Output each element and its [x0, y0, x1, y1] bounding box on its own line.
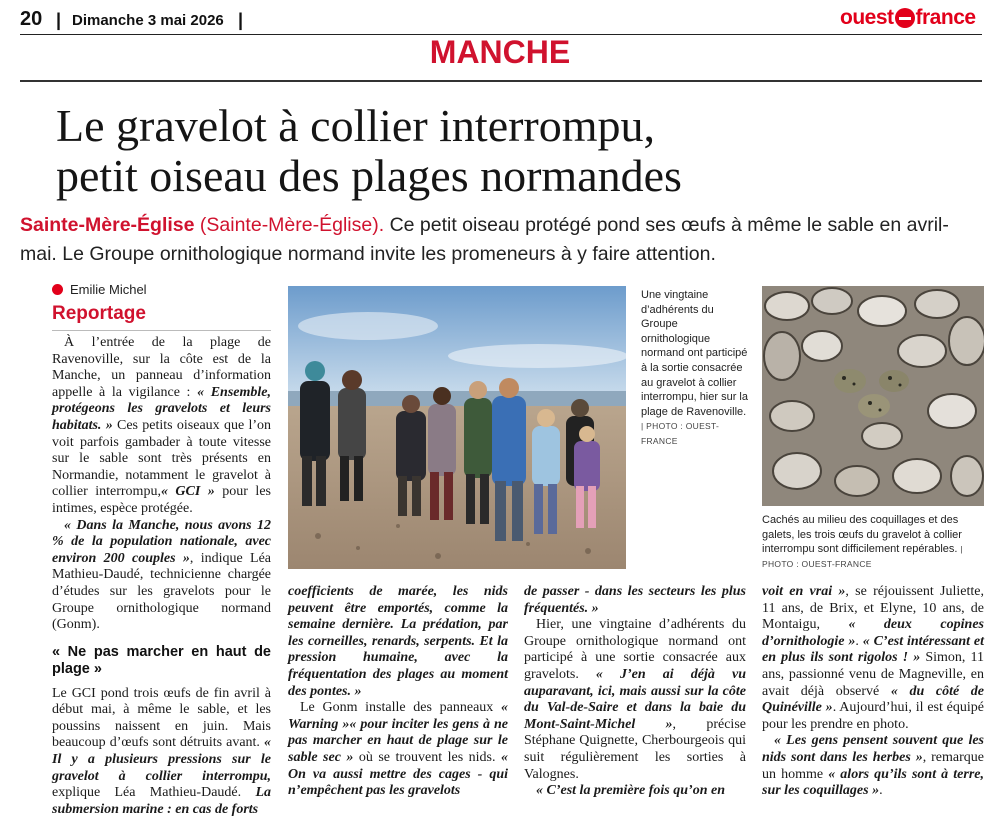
text: Simon, 11 ans, passionné venu de Magneville, en avait déjà observé — [762, 650, 984, 699]
paragraph — [288, 584, 508, 700]
article-subhead: « Ne pas marcher en haut de plage » — [52, 643, 271, 677]
header-separator: | — [56, 10, 62, 30]
text: où se trouvent les nids. — [353, 749, 501, 765]
paragraph — [524, 617, 746, 783]
header-separator: | — [238, 10, 244, 30]
quote: « C’est intéressant et en plus ils sont rigolos ! » — [762, 633, 984, 666]
quote: « Ensemble, protégeons les gravelots et leurs habitats. » — [52, 384, 271, 433]
text: Le Gonm installe des panneaux — [300, 700, 501, 716]
article-headline — [56, 101, 976, 201]
quote: « deux copines d’ornithologie » — [762, 617, 984, 649]
quote: « alors qu’ils sont à terre, sur les coquillages » — [762, 766, 984, 799]
photo-shells-eggs — [762, 286, 984, 506]
text: , se réjouissent Juliette, 11 ans, de Brix, et Elyne, 10 ans, de Montaigu, — [762, 584, 984, 633]
text: Hier, une vingtaine d’adhérents du Groupe ornithologique normand ont participé à une sortie consacrée aux gravelots. — [524, 617, 746, 682]
page-number: 20 — [20, 8, 43, 30]
text: , précise Stéphane Quignette, Cherbourgeois qui suit régulièrement les sorties à Valognes. — [524, 716, 746, 782]
article-column-2 — [288, 584, 508, 800]
lead-location: Sainte-Mère-Église — [20, 214, 195, 236]
text: Le GCI pond trois œufs de fin avril à début mai, à même le sable, et les poussins naissent en juin. Mais beaucoup d’œufs sont détruits avant. — [52, 685, 271, 751]
quote: coefficients de marée, les nids peuvent être emportés, comme la semaine dernière. La prédation, par les corneilles, renards, serpents. Et la pression humaine, avec la fréquentation des plages au moment des pontes. » — [288, 584, 508, 699]
text: . — [855, 633, 863, 649]
text: explique Léa Mathieu-Daudé. — [52, 785, 256, 801]
beach-group-illustration — [288, 286, 626, 569]
quote: « Les gens pensent souvent que les nids sont dans les herbes » — [762, 733, 984, 765]
caption-text: Une vingtaine d’adhérents du Groupe ornithologique normand ont participé à la sortie consacrée au gravelot à collier interrompu, hier sur la plage de Ravenoville. — [641, 289, 748, 418]
brand-mark-icon — [895, 8, 915, 28]
quote: « Dans la Manche, nous avons 12 % de la population nationale, avec environ 200 couples » — [52, 517, 271, 566]
ouest-france-logo — [840, 6, 976, 30]
text: , indique Léa Mathieu-Daudé, technicienne chargée d’études sur les gravelots pour le Groupe ornithologique normand (Gonm). — [52, 550, 271, 633]
brand-left-text: ouest — [840, 6, 894, 29]
article-column-3 — [524, 584, 746, 800]
shells-illustration — [762, 286, 984, 506]
lead-text: Ce petit oiseau protégé pond ses œufs à même le sable en avril-mai. Le Groupe ornithologique normand invite les promeneurs à y faire attention. — [20, 214, 949, 265]
quote: « du côté de Quinéville » — [762, 683, 984, 716]
quote: voit en vrai » — [762, 584, 846, 599]
paragraph — [52, 686, 271, 818]
paragraph — [52, 335, 271, 518]
caption-text: Cachés au milieu des coquillages et des galets, les trois œufs du gravelot à collier interrompu sont difficilement repérables. — [762, 514, 962, 556]
lead-location-paren: (Sainte-Mère-Église). — [199, 214, 385, 236]
text: À l’entrée de la plage de Ravenoville, sur la côte est de la Manche, un panneau d’information appelle à la vigilance : — [52, 335, 271, 400]
quote: « J’en ai déjà vu auparavant, ici, mais aussi sur la côte du Val-de-Saire et dans la baie du Mont-Saint-Michel » — [524, 666, 746, 732]
section-title: MANCHE — [429, 34, 571, 70]
rubric-label: Reportage — [52, 303, 146, 324]
article-lead — [20, 211, 982, 269]
quote: « Warning »« pour inciter les gens à ne pas marcher en haut de plage sur le sable sec » — [288, 700, 508, 765]
headline-line-2: petit oiseau des plages normandes — [56, 150, 682, 201]
photo-credit: | PHOTO : OUEST-FRANCE — [762, 544, 964, 569]
text: . — [879, 783, 883, 799]
quote: « On va aussi mettre des cages - qui n’empêchent pas les gravelots — [288, 749, 508, 799]
paragraph — [524, 584, 746, 617]
paragraph — [762, 584, 984, 733]
rubric-rule — [52, 330, 271, 331]
paragraph — [288, 700, 508, 800]
section-rule — [20, 80, 982, 82]
quote: « Il y a plusieurs pressions sur le gravelot à collier interrompu, — [52, 735, 271, 784]
headline-line-1: Le gravelot à collier interrompu, — [56, 100, 656, 151]
text: . Aujourd’hui, il est équipé pour les prendre en photo. — [762, 700, 984, 732]
text: , remarque un homme — [762, 749, 984, 782]
paragraph — [762, 733, 984, 799]
quote: « C’est la première fois qu’on en — [536, 783, 725, 799]
photo-caption-1 — [641, 288, 749, 449]
author-bullet-icon — [52, 284, 63, 295]
quote: « GCI » — [160, 484, 215, 500]
quote: de passer - dans les secteurs les plus fréquentés. » — [524, 584, 746, 616]
author-name: Emilie Michel — [70, 282, 147, 297]
photo-credit: | PHOTO : OUEST-FRANCE — [641, 421, 720, 446]
brand-right-text: france — [915, 6, 976, 29]
article-column-4 — [762, 584, 984, 800]
issue-date: Dimanche 3 mai 2026 — [72, 12, 224, 29]
photo-beach-group — [288, 286, 626, 569]
paragraph — [52, 518, 271, 634]
text: pour les intimes, espèce protégée. — [52, 484, 271, 516]
photo-caption-2 — [762, 513, 984, 571]
text: Ces petits oiseaux que l’on voit parfois gambader à toute vitesse sur le sable sont très présents en Normandie, notamment le gravelot à collier interrompu, — [52, 417, 271, 500]
quote: La submersion marine : en cas de forts — [52, 785, 271, 817]
article-column-1 — [52, 335, 271, 818]
paragraph — [524, 783, 746, 800]
